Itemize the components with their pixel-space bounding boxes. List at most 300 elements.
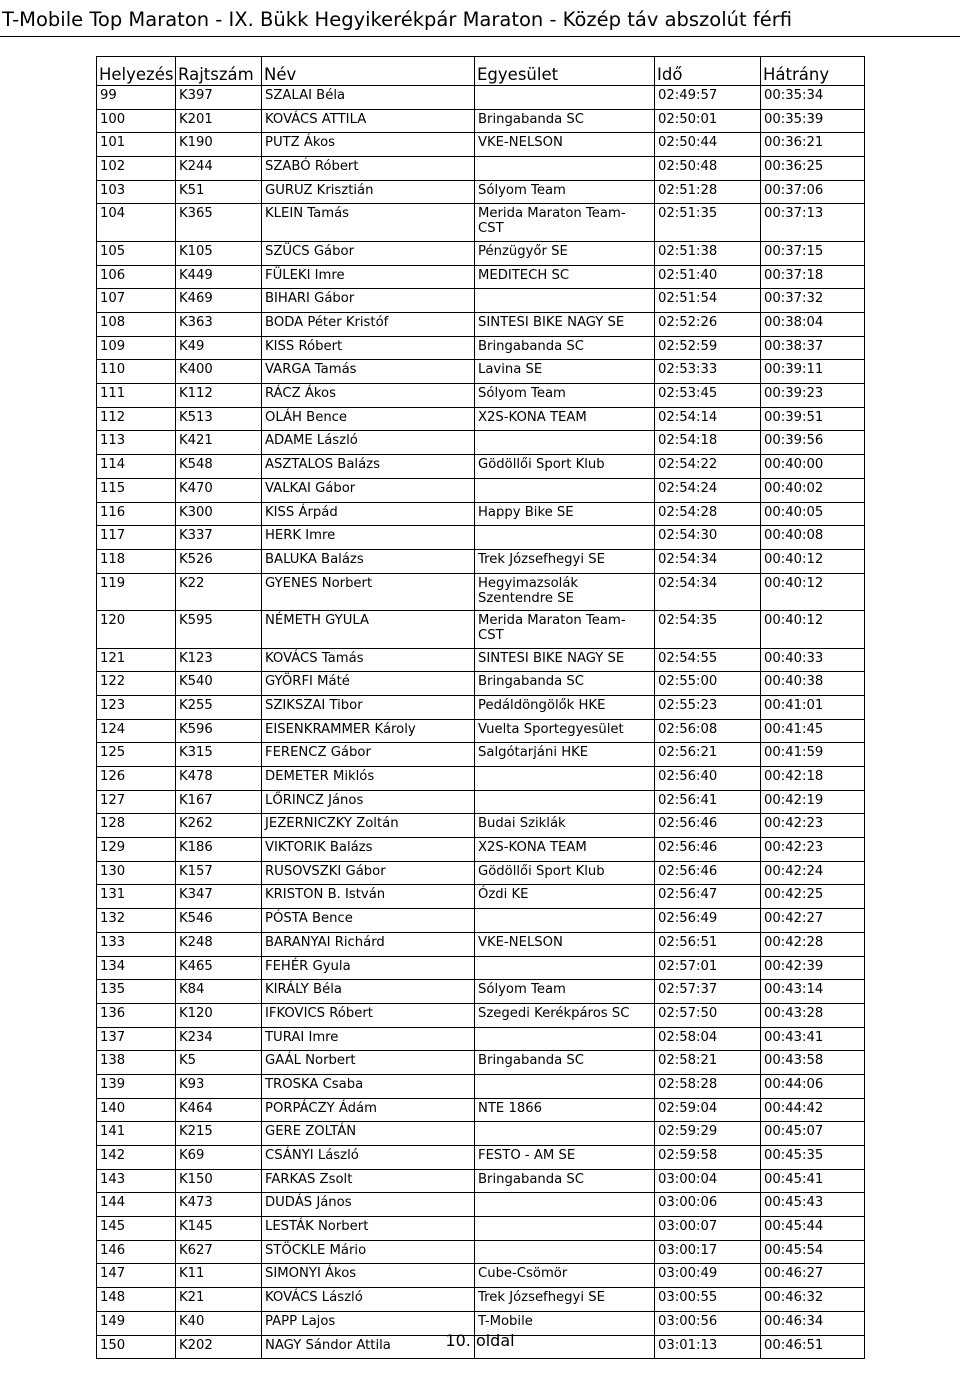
gap-cell: 00:40:02 — [761, 478, 865, 502]
bib-number-cell: K255 — [176, 695, 262, 719]
time-cell: 02:54:30 — [655, 526, 761, 550]
time-cell: 02:58:28 — [655, 1074, 761, 1098]
gap-cell: 00:46:32 — [761, 1288, 865, 1312]
placement-cell: 118 — [97, 549, 176, 573]
time-cell: 02:58:21 — [655, 1051, 761, 1075]
club-cell: Sólyom Team — [475, 180, 655, 204]
time-cell: 02:52:59 — [655, 336, 761, 360]
club-cell: SINTESI BIKE NAGY SE — [475, 648, 655, 672]
gap-cell: 00:46:51 — [761, 1335, 865, 1359]
placement-cell: 101 — [97, 133, 176, 157]
gap-cell: 00:45:44 — [761, 1217, 865, 1241]
table-row — [97, 407, 865, 431]
table-header-row — [97, 57, 865, 86]
table-row — [97, 1027, 865, 1051]
header-club: Egyesület — [475, 57, 655, 86]
gap-cell: 00:41:59 — [761, 743, 865, 767]
gap-cell: 00:43:58 — [761, 1051, 865, 1075]
gap-cell: 00:37:13 — [761, 204, 865, 242]
bib-number-cell: K105 — [176, 241, 262, 265]
placement-cell: 145 — [97, 1217, 176, 1241]
gap-cell: 00:40:12 — [761, 549, 865, 573]
table-row — [97, 1288, 865, 1312]
placement-cell: 113 — [97, 431, 176, 455]
bib-number-cell: K478 — [176, 767, 262, 791]
gap-cell: 00:37:15 — [761, 241, 865, 265]
table-row — [97, 133, 865, 157]
name-cell: GERE ZOLTÁN — [262, 1122, 475, 1146]
club-cell: Happy Bike SE — [475, 502, 655, 526]
placement-cell: 103 — [97, 180, 176, 204]
gap-cell: 00:40:12 — [761, 573, 865, 611]
table-row — [97, 1051, 865, 1075]
placement-cell: 132 — [97, 909, 176, 933]
time-cell: 02:56:41 — [655, 790, 761, 814]
time-cell: 02:57:37 — [655, 980, 761, 1004]
time-cell: 02:56:46 — [655, 861, 761, 885]
table-row — [97, 549, 865, 573]
gap-cell: 00:44:06 — [761, 1074, 865, 1098]
results-body — [97, 86, 865, 1359]
name-cell: BIHARI Gábor — [262, 289, 475, 313]
club-cell: Gödöllői Sport Klub — [475, 861, 655, 885]
placement-cell: 128 — [97, 814, 176, 838]
club-cell: X2S-KONA TEAM — [475, 838, 655, 862]
gap-cell: 00:46:34 — [761, 1311, 865, 1335]
bib-number-cell: K473 — [176, 1193, 262, 1217]
gap-cell: 00:40:00 — [761, 455, 865, 479]
gap-cell: 00:42:25 — [761, 885, 865, 909]
bib-number-cell: K215 — [176, 1122, 262, 1146]
name-cell: VARGA Tamás — [262, 360, 475, 384]
gap-cell: 00:42:23 — [761, 838, 865, 862]
bib-number-cell: K546 — [176, 909, 262, 933]
club-cell — [475, 157, 655, 181]
club-cell — [475, 289, 655, 313]
club-cell: FESTO - AM SE — [475, 1146, 655, 1170]
club-cell: Pedáldöngölők HKE — [475, 695, 655, 719]
table-row — [97, 86, 865, 110]
table-row — [97, 313, 865, 337]
club-cell: VKE-NELSON — [475, 932, 655, 956]
results-table — [96, 56, 865, 1359]
club-cell — [475, 1217, 655, 1241]
club-cell: Trek Józsefhegyi SE — [475, 1288, 655, 1312]
gap-cell: 00:38:04 — [761, 313, 865, 337]
table-row — [97, 384, 865, 408]
bib-number-cell: K84 — [176, 980, 262, 1004]
bib-number-cell: K186 — [176, 838, 262, 862]
gap-cell: 00:44:42 — [761, 1098, 865, 1122]
header-bib-number: Rajtszám — [176, 57, 262, 86]
table-row — [97, 672, 865, 696]
club-cell: Sólyom Team — [475, 384, 655, 408]
club-cell: Bringabanda SC — [475, 672, 655, 696]
table-row — [97, 1264, 865, 1288]
placement-cell: 124 — [97, 719, 176, 743]
gap-cell: 00:35:34 — [761, 86, 865, 110]
name-cell: PÓSTA Bence — [262, 909, 475, 933]
name-cell: RUSOVSZKI Gábor — [262, 861, 475, 885]
placement-cell: 131 — [97, 885, 176, 909]
table-row — [97, 1240, 865, 1264]
placement-cell: 141 — [97, 1122, 176, 1146]
table-row — [97, 743, 865, 767]
club-cell: Hegyimazsolák Szentendre SE — [475, 573, 655, 611]
placement-cell: 130 — [97, 861, 176, 885]
club-cell — [475, 767, 655, 791]
name-cell: TROSKA Csaba — [262, 1074, 475, 1098]
placement-cell: 133 — [97, 932, 176, 956]
club-cell: Lavina SE — [475, 360, 655, 384]
bib-number-cell: K22 — [176, 573, 262, 611]
club-cell: T-Mobile — [475, 1311, 655, 1335]
bib-number-cell: K397 — [176, 86, 262, 110]
table-row — [97, 1122, 865, 1146]
time-cell: 02:53:33 — [655, 360, 761, 384]
club-cell — [475, 431, 655, 455]
time-cell: 02:54:22 — [655, 455, 761, 479]
placement-cell: 120 — [97, 611, 176, 649]
time-cell: 02:56:21 — [655, 743, 761, 767]
time-cell: 02:51:38 — [655, 241, 761, 265]
table-row — [97, 204, 865, 242]
table-row — [97, 526, 865, 550]
time-cell: 02:54:55 — [655, 648, 761, 672]
bib-number-cell: K21 — [176, 1288, 262, 1312]
bib-number-cell: K190 — [176, 133, 262, 157]
table-row — [97, 1074, 865, 1098]
table-row — [97, 719, 865, 743]
time-cell: 03:00:06 — [655, 1193, 761, 1217]
name-cell: GYENES Norbert — [262, 573, 475, 611]
club-cell — [475, 790, 655, 814]
placement-cell: 138 — [97, 1051, 176, 1075]
club-cell: Ózdi KE — [475, 885, 655, 909]
gap-cell: 00:42:39 — [761, 956, 865, 980]
placement-cell: 117 — [97, 526, 176, 550]
gap-cell: 00:45:41 — [761, 1169, 865, 1193]
time-cell: 02:51:40 — [655, 265, 761, 289]
time-cell: 03:00:55 — [655, 1288, 761, 1312]
placement-cell: 143 — [97, 1169, 176, 1193]
name-cell: LŐRINCZ János — [262, 790, 475, 814]
gap-cell: 00:43:41 — [761, 1027, 865, 1051]
table-row — [97, 1098, 865, 1122]
bib-number-cell: K315 — [176, 743, 262, 767]
placement-cell: 108 — [97, 313, 176, 337]
table-row — [97, 431, 865, 455]
table-row — [97, 180, 865, 204]
placement-cell: 109 — [97, 336, 176, 360]
club-cell: Gödöllői Sport Klub — [475, 455, 655, 479]
time-cell: 02:54:18 — [655, 431, 761, 455]
name-cell: HERK Imre — [262, 526, 475, 550]
club-cell: NTE 1866 — [475, 1098, 655, 1122]
placement-cell: 142 — [97, 1146, 176, 1170]
bib-number-cell: K627 — [176, 1240, 262, 1264]
name-cell: GAÁL Norbert — [262, 1051, 475, 1075]
table-row — [97, 455, 865, 479]
name-cell: KIRÁLY Béla — [262, 980, 475, 1004]
gap-cell: 00:40:33 — [761, 648, 865, 672]
bib-number-cell: K202 — [176, 1335, 262, 1359]
gap-cell: 00:36:25 — [761, 157, 865, 181]
name-cell: KOVÁCS László — [262, 1288, 475, 1312]
bib-number-cell: K548 — [176, 455, 262, 479]
table-row — [97, 885, 865, 909]
time-cell: 02:56:49 — [655, 909, 761, 933]
time-cell: 02:50:44 — [655, 133, 761, 157]
name-cell: SIMONYI Ákos — [262, 1264, 475, 1288]
gap-cell: 00:39:56 — [761, 431, 865, 455]
name-cell: OLÁH Bence — [262, 407, 475, 431]
table-row — [97, 336, 865, 360]
time-cell: 02:58:04 — [655, 1027, 761, 1051]
table-row — [97, 478, 865, 502]
placement-cell: 100 — [97, 109, 176, 133]
bib-number-cell: K365 — [176, 204, 262, 242]
club-cell: Salgótarjáni HKE — [475, 743, 655, 767]
name-cell: KOVÁCS ATTILA — [262, 109, 475, 133]
table-row — [97, 767, 865, 791]
club-cell — [475, 956, 655, 980]
time-cell: 02:50:48 — [655, 157, 761, 181]
gap-cell: 00:41:01 — [761, 695, 865, 719]
name-cell: FEHÉR Gyula — [262, 956, 475, 980]
name-cell: ADAME László — [262, 431, 475, 455]
table-row — [97, 573, 865, 611]
table-row — [97, 861, 865, 885]
bib-number-cell: K5 — [176, 1051, 262, 1075]
name-cell: VIKTORIK Balázs — [262, 838, 475, 862]
club-cell: Szegedi Kerékpáros SC — [475, 1003, 655, 1027]
placement-cell: 129 — [97, 838, 176, 862]
name-cell: KISS Róbert — [262, 336, 475, 360]
name-cell: VALKAI Gábor — [262, 478, 475, 502]
name-cell: BARANYAI Richárd — [262, 932, 475, 956]
table-row — [97, 502, 865, 526]
header-time: Idő — [655, 57, 761, 86]
title-underline — [0, 36, 960, 37]
time-cell: 02:51:35 — [655, 204, 761, 242]
gap-cell: 00:45:43 — [761, 1193, 865, 1217]
table-row — [97, 1193, 865, 1217]
gap-cell: 00:39:11 — [761, 360, 865, 384]
name-cell: EISENKRAMMER Károly — [262, 719, 475, 743]
placement-cell: 122 — [97, 672, 176, 696]
bib-number-cell: K201 — [176, 109, 262, 133]
time-cell: 02:54:28 — [655, 502, 761, 526]
time-cell: 02:55:00 — [655, 672, 761, 696]
table-row — [97, 648, 865, 672]
gap-cell: 00:38:37 — [761, 336, 865, 360]
table-row — [97, 932, 865, 956]
name-cell: SZÜCS Gábor — [262, 241, 475, 265]
name-cell: PORPÁCZY Ádám — [262, 1098, 475, 1122]
gap-cell: 00:36:21 — [761, 133, 865, 157]
placement-cell: 119 — [97, 573, 176, 611]
placement-cell: 105 — [97, 241, 176, 265]
placement-cell: 146 — [97, 1240, 176, 1264]
club-cell: Bringabanda SC — [475, 1051, 655, 1075]
bib-number-cell: K470 — [176, 478, 262, 502]
header-gap: Hátrány — [761, 57, 865, 86]
time-cell: 02:51:28 — [655, 180, 761, 204]
club-cell: Bringabanda SC — [475, 109, 655, 133]
time-cell: 02:54:34 — [655, 549, 761, 573]
name-cell: FERENCZ Gábor — [262, 743, 475, 767]
placement-cell: 136 — [97, 1003, 176, 1027]
table-row — [97, 1146, 865, 1170]
club-cell — [475, 1027, 655, 1051]
time-cell: 02:56:46 — [655, 814, 761, 838]
placement-cell: 106 — [97, 265, 176, 289]
bib-number-cell: K123 — [176, 648, 262, 672]
club-cell: Merida Maraton Team-CST — [475, 611, 655, 649]
bib-number-cell: K464 — [176, 1098, 262, 1122]
gap-cell: 00:41:45 — [761, 719, 865, 743]
name-cell: DUDÁS János — [262, 1193, 475, 1217]
time-cell: 02:53:45 — [655, 384, 761, 408]
bib-number-cell: K112 — [176, 384, 262, 408]
placement-cell: 139 — [97, 1074, 176, 1098]
time-cell: 02:52:26 — [655, 313, 761, 337]
club-cell: Budai Sziklák — [475, 814, 655, 838]
placement-cell: 114 — [97, 455, 176, 479]
placement-cell: 150 — [97, 1335, 176, 1359]
name-cell: JEZERNICZKY Zoltán — [262, 814, 475, 838]
club-cell: X2S-KONA TEAM — [475, 407, 655, 431]
time-cell: 03:00:56 — [655, 1311, 761, 1335]
bib-number-cell: K167 — [176, 790, 262, 814]
bib-number-cell: K421 — [176, 431, 262, 455]
time-cell: 02:56:47 — [655, 885, 761, 909]
gap-cell: 00:37:18 — [761, 265, 865, 289]
placement-cell: 135 — [97, 980, 176, 1004]
placement-cell: 126 — [97, 767, 176, 791]
name-cell: BODA Péter Kristóf — [262, 313, 475, 337]
time-cell: 02:51:54 — [655, 289, 761, 313]
placement-cell: 147 — [97, 1264, 176, 1288]
bib-number-cell: K469 — [176, 289, 262, 313]
table-row — [97, 838, 865, 862]
club-cell: Bringabanda SC — [475, 336, 655, 360]
bib-number-cell: K400 — [176, 360, 262, 384]
placement-cell: 140 — [97, 1098, 176, 1122]
gap-cell: 00:40:12 — [761, 611, 865, 649]
club-cell — [475, 1240, 655, 1264]
bib-number-cell: K262 — [176, 814, 262, 838]
club-cell — [475, 86, 655, 110]
bib-number-cell: K526 — [176, 549, 262, 573]
club-cell: Vuelta Sportegyesület — [475, 719, 655, 743]
time-cell: 02:54:24 — [655, 478, 761, 502]
bib-number-cell: K145 — [176, 1217, 262, 1241]
placement-cell: 111 — [97, 384, 176, 408]
page-number: 10. oldal — [445, 1331, 515, 1350]
time-cell: 03:00:17 — [655, 1240, 761, 1264]
club-cell: Cube-Csömör — [475, 1264, 655, 1288]
table-row — [97, 909, 865, 933]
time-cell: 02:56:40 — [655, 767, 761, 791]
placement-cell: 134 — [97, 956, 176, 980]
gap-cell: 00:42:27 — [761, 909, 865, 933]
club-cell — [475, 1122, 655, 1146]
gap-cell: 00:42:24 — [761, 861, 865, 885]
table-row — [97, 790, 865, 814]
time-cell: 02:57:01 — [655, 956, 761, 980]
placement-cell: 148 — [97, 1288, 176, 1312]
gap-cell: 00:42:23 — [761, 814, 865, 838]
bib-number-cell: K69 — [176, 1146, 262, 1170]
time-cell: 02:54:14 — [655, 407, 761, 431]
placement-cell: 127 — [97, 790, 176, 814]
gap-cell: 00:37:06 — [761, 180, 865, 204]
time-cell: 03:00:49 — [655, 1264, 761, 1288]
placement-cell: 107 — [97, 289, 176, 313]
bib-number-cell: K347 — [176, 885, 262, 909]
table-row — [97, 265, 865, 289]
placement-cell: 121 — [97, 648, 176, 672]
club-cell: MEDITECH SC — [475, 265, 655, 289]
time-cell: 02:56:08 — [655, 719, 761, 743]
time-cell: 02:56:51 — [655, 932, 761, 956]
bib-number-cell: K596 — [176, 719, 262, 743]
table-row — [97, 157, 865, 181]
time-cell: 02:50:01 — [655, 109, 761, 133]
bib-number-cell: K93 — [176, 1074, 262, 1098]
name-cell: PUTZ Ákos — [262, 133, 475, 157]
club-cell: Bringabanda SC — [475, 1169, 655, 1193]
bib-number-cell: K363 — [176, 313, 262, 337]
gap-cell: 00:37:32 — [761, 289, 865, 313]
bib-number-cell: K157 — [176, 861, 262, 885]
gap-cell: 00:45:54 — [761, 1240, 865, 1264]
gap-cell: 00:40:38 — [761, 672, 865, 696]
table-row — [97, 289, 865, 313]
club-cell: Pénzügyőr SE — [475, 241, 655, 265]
table-row — [97, 611, 865, 649]
club-cell — [475, 526, 655, 550]
placement-cell: 137 — [97, 1027, 176, 1051]
time-cell: 02:59:58 — [655, 1146, 761, 1170]
club-cell — [475, 478, 655, 502]
gap-cell: 00:40:08 — [761, 526, 865, 550]
time-cell: 02:55:23 — [655, 695, 761, 719]
bib-number-cell: K11 — [176, 1264, 262, 1288]
name-cell: STÖCKLE Mário — [262, 1240, 475, 1264]
time-cell: 03:00:07 — [655, 1217, 761, 1241]
header-name: Név — [262, 57, 475, 86]
gap-cell: 00:43:28 — [761, 1003, 865, 1027]
time-cell: 02:57:50 — [655, 1003, 761, 1027]
placement-cell: 115 — [97, 478, 176, 502]
time-cell: 02:54:35 — [655, 611, 761, 649]
club-cell: Merida Maraton Team-CST — [475, 204, 655, 242]
bib-number-cell: K465 — [176, 956, 262, 980]
table-row — [97, 1217, 865, 1241]
gap-cell: 00:39:23 — [761, 384, 865, 408]
table-row — [97, 360, 865, 384]
name-cell: BALUKA Balázs — [262, 549, 475, 573]
placement-cell: 112 — [97, 407, 176, 431]
bib-number-cell: K449 — [176, 265, 262, 289]
bib-number-cell: K248 — [176, 932, 262, 956]
gap-cell: 00:42:28 — [761, 932, 865, 956]
name-cell: GYÖRFI Máté — [262, 672, 475, 696]
table-row — [97, 695, 865, 719]
